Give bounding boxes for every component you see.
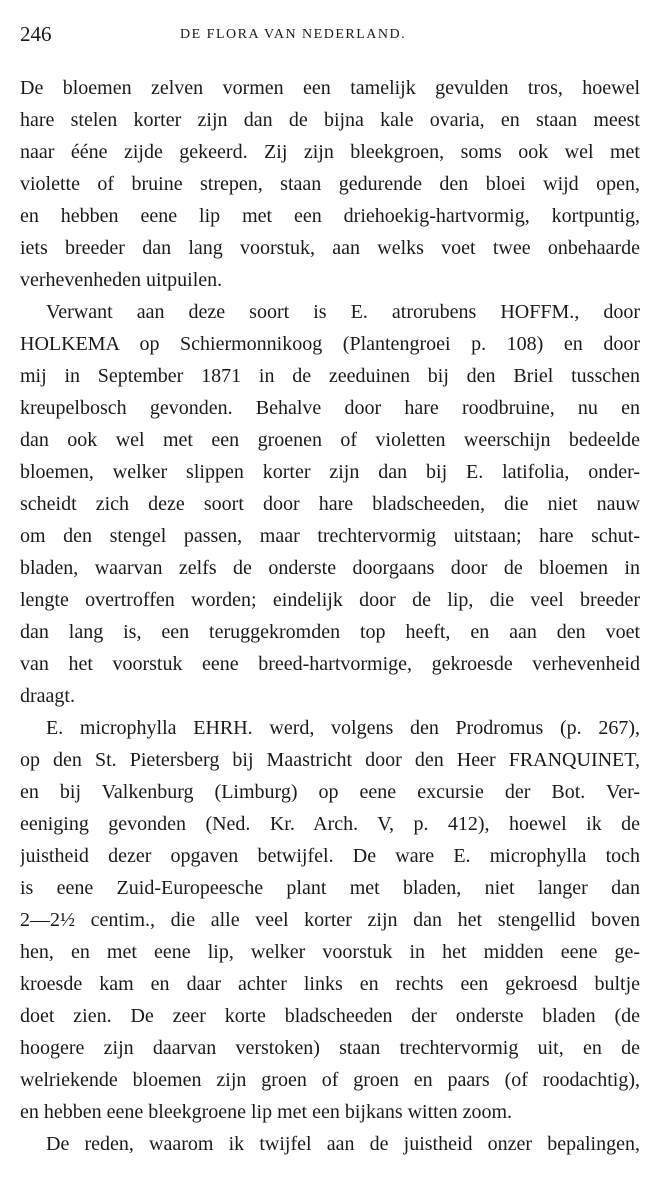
text-line: scheidt zich deze soort door hare bladscheeden, die niet nauw	[20, 493, 640, 515]
text-line: op den St. Pietersberg bij Maastricht door den Heer FRANQUINET,	[20, 749, 640, 771]
text-line: eeniging gevonden (Ned. Kr. Arch. V, p. 412), hoewel ik de	[20, 813, 640, 835]
text-line: 2—2½ centim., die alle veel korter zijn dan het stengellid boven	[20, 909, 640, 931]
text-line: dan ook wel met een groenen of violetten weerschijn bedeelde	[20, 429, 640, 451]
running-title: DE FLORA VAN NEDERLAND.	[180, 27, 407, 42]
text-line: doet zien. De zeer korte bladscheeden der onderste bladen (de	[20, 1005, 640, 1027]
text-line: E. microphylla EHRH. werd, volgens den Prodromus (p. 267),	[46, 717, 640, 739]
text-line: De bloemen zelven vormen een tamelijk gevulden tros, hoewel	[20, 77, 640, 99]
text-line: om den stengel passen, maar trechtervormig uitstaan; hare schut-	[20, 525, 640, 547]
text-line: hare stelen korter zijn dan de bijna kale ovaria, en staan meest	[20, 109, 640, 131]
text-line: hoogere zijn daarvan verstoken) staan trechtervormig uit, en de	[20, 1037, 640, 1059]
text-line: lengte overtroffen worden; eindelijk door de lip, die veel breeder	[20, 589, 640, 611]
text-line: kroesde kam en daar achter links en rechts een gekroesd bultje	[20, 973, 640, 995]
page-body	[20, 72, 640, 1160]
text-line: mij in September 1871 in de zeeduinen bij den Briel tusschen	[20, 365, 640, 387]
text-line: kreupelbosch gevonden. Behalve door hare roodbruine, nu en	[20, 397, 640, 419]
text-line: iets breeder dan lang voorstuk, aan welks voet twee onbehaarde	[20, 237, 640, 259]
text-line: verhevenheden uitpuilen.	[20, 269, 223, 291]
text-line: violette of bruine strepen, staan gedurende den bloei wijd open,	[20, 173, 640, 195]
text-line: en hebben eene bleekgroene lip met een bijkans witten zoom.	[20, 1101, 513, 1123]
text-line: welriekende bloemen zijn groen of groen en paars (of roodachtig),	[20, 1069, 640, 1091]
text-line: en bij Valkenburg (Limburg) op eene excursie der Bot. Ver-	[20, 781, 640, 803]
page-header	[20, 22, 639, 46]
text-line: bladen, waarvan zelfs de onderste doorgaans door de bloemen in	[20, 557, 640, 579]
text-line: is eene Zuid-Europeesche plant met bladen, niet langer dan	[20, 877, 640, 899]
text-line: dan lang is, een teruggekromden top heeft, en aan den voet	[20, 621, 640, 643]
text-line: en hebben eene lip met een driehoekig-hartvormig, kortpuntig,	[20, 205, 640, 227]
page-number: 246	[20, 22, 52, 46]
text-line: draagt.	[20, 685, 75, 707]
text-line: bloemen, welker slippen korter zijn dan bij E. latifolia, onder-	[20, 461, 640, 483]
text-line: hen, en met eene lip, welker voorstuk in het midden eene ge-	[20, 941, 640, 963]
text-line: van het voorstuk eene breed-hartvormige, gekroesde verhevenheid	[20, 653, 640, 675]
text-line: naar ééne zijde gekeerd. Zij zijn bleekgroen, soms ook wel met	[20, 141, 640, 163]
text-line: juistheid dezer opgaven betwijfel. De ware E. microphylla toch	[20, 845, 640, 867]
text-line: Verwant aan deze soort is E. atrorubens HOFFM., door	[46, 301, 640, 323]
text-line: HOLKEMA op Schiermonnikoog (Plantengroei p. 108) en door	[20, 333, 640, 355]
text-line: De reden, waarom ik twijfel aan de juistheid onzer bepalingen,	[46, 1133, 640, 1155]
